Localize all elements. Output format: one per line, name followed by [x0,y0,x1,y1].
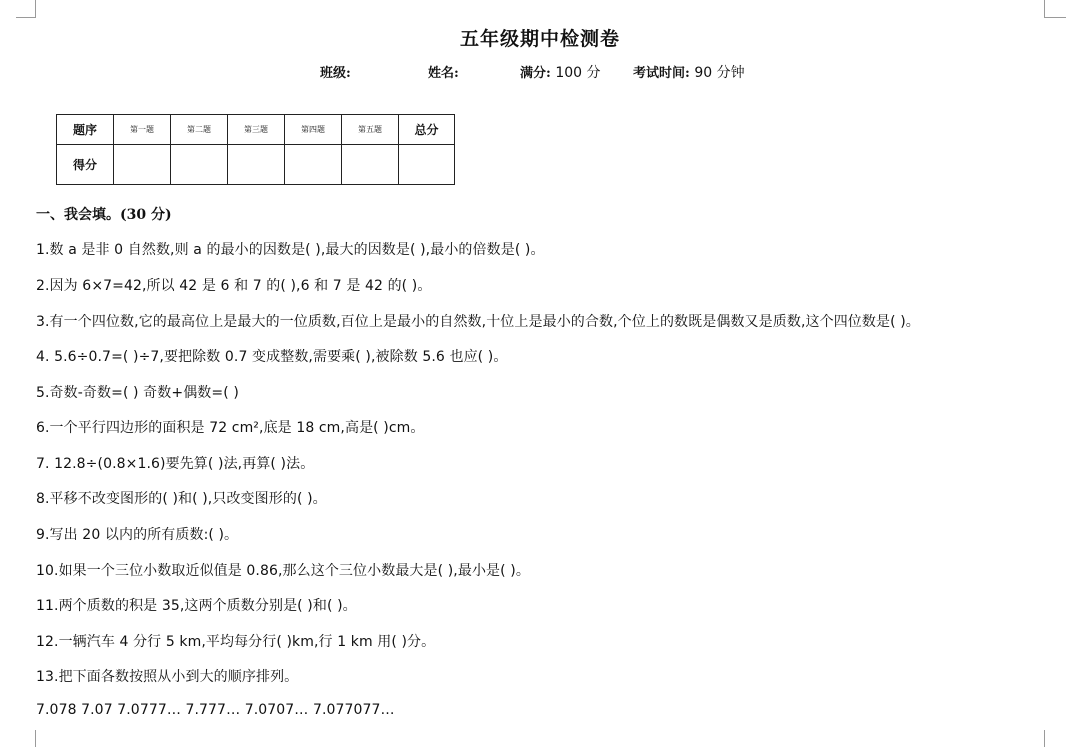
question-13: 13.把下面各数按照从小到大的顺序排列。 [36,669,299,685]
exam-time [633,62,745,82]
row-label-score: 得分 [57,145,114,185]
crop-mark-top-left-horizontal [16,17,36,18]
question-11: 11.两个质数的积是 35,这两个质数分别是( )和( )。 [36,598,357,614]
exam-time-value: 90 分钟 [694,65,745,81]
question-12: 12.一辆汽车 4 分行 5 km,平均每分行( )km,行 1 km 用( )分。 [36,634,436,650]
full-score-label: 满分: [520,66,551,81]
score-cell-total [399,145,455,185]
question-4: 4. 5.6÷0.7=( )÷7,要把除数 0.7 变成整数,需要乘( ),被除数 5.6 也应( )。 [36,349,508,365]
crop-mark-top-right-horizontal [1044,17,1066,18]
question-10: 10.如果一个三位小数取近似值是 0.86,那么这个三位小数最大是( ),最小是( )。 [36,563,530,579]
crop-mark-bottom-left-vertical [35,730,36,747]
score-table-score-row [57,145,455,185]
score-cell [342,145,399,185]
question-13-numbers: 7.078 7.07 7.0777… 7.777… 7.0707… 7.077077… [36,702,395,718]
score-table [56,114,455,185]
question-8: 8.平移不改变图形的( )和( ),只改变图形的( )。 [36,491,327,507]
crop-mark-top-right-vertical [1044,0,1045,17]
score-cell [171,145,228,185]
question-2: 2.因为 6×7=42,所以 42 是 6 和 7 的( ),6 和 7 是 42 的( )。 [36,278,432,294]
exam-time-label: 考试时间: [633,66,690,81]
section-heading: 一、我会填。(30 分) [36,207,172,223]
question-5: 5.奇数-奇数=( ) 奇数+偶数=( ) [36,385,239,401]
question-6: 6.一个平行四边形的面积是 72 cm²,底是 18 cm,高是( )cm。 [36,420,425,436]
score-cell [228,145,285,185]
column-total: 总分 [399,115,455,145]
question-1: 1.数 a 是非 0 自然数,则 a 的最小的因数是( ),最大的因数是( ),最小的倍数是( )。 [36,242,545,258]
column-q3: 第三题 [228,115,285,145]
column-q1: 第一题 [114,115,171,145]
full-score-value: 100 分 [555,65,601,81]
question-9: 9.写出 20 以内的所有质数:( )。 [36,527,239,543]
score-cell [285,145,342,185]
crop-mark-top-left-vertical [35,0,36,17]
column-q5: 第五题 [342,115,399,145]
name-label: 姓名: [428,66,459,81]
crop-mark-bottom-right-vertical [1044,730,1045,747]
page-title: 五年级期中检测卷 [459,28,620,50]
row-label-order: 题序 [57,115,114,145]
class-label: 班级: [320,66,351,81]
full-score [520,62,601,82]
score-cell [114,145,171,185]
score-table-header-row [57,115,455,145]
column-q4: 第四题 [285,115,342,145]
column-q2: 第二题 [171,115,228,145]
question-7: 7. 12.8÷(0.8×1.6)要先算( )法,再算( )法。 [36,456,315,472]
question-3: 3.有一个四位数,它的最高位上是最大的一位质数,百位上是最小的自然数,十位上是最小的合数,个位上的数既是偶数又是质数,这个四位数是( )。 [36,314,920,330]
